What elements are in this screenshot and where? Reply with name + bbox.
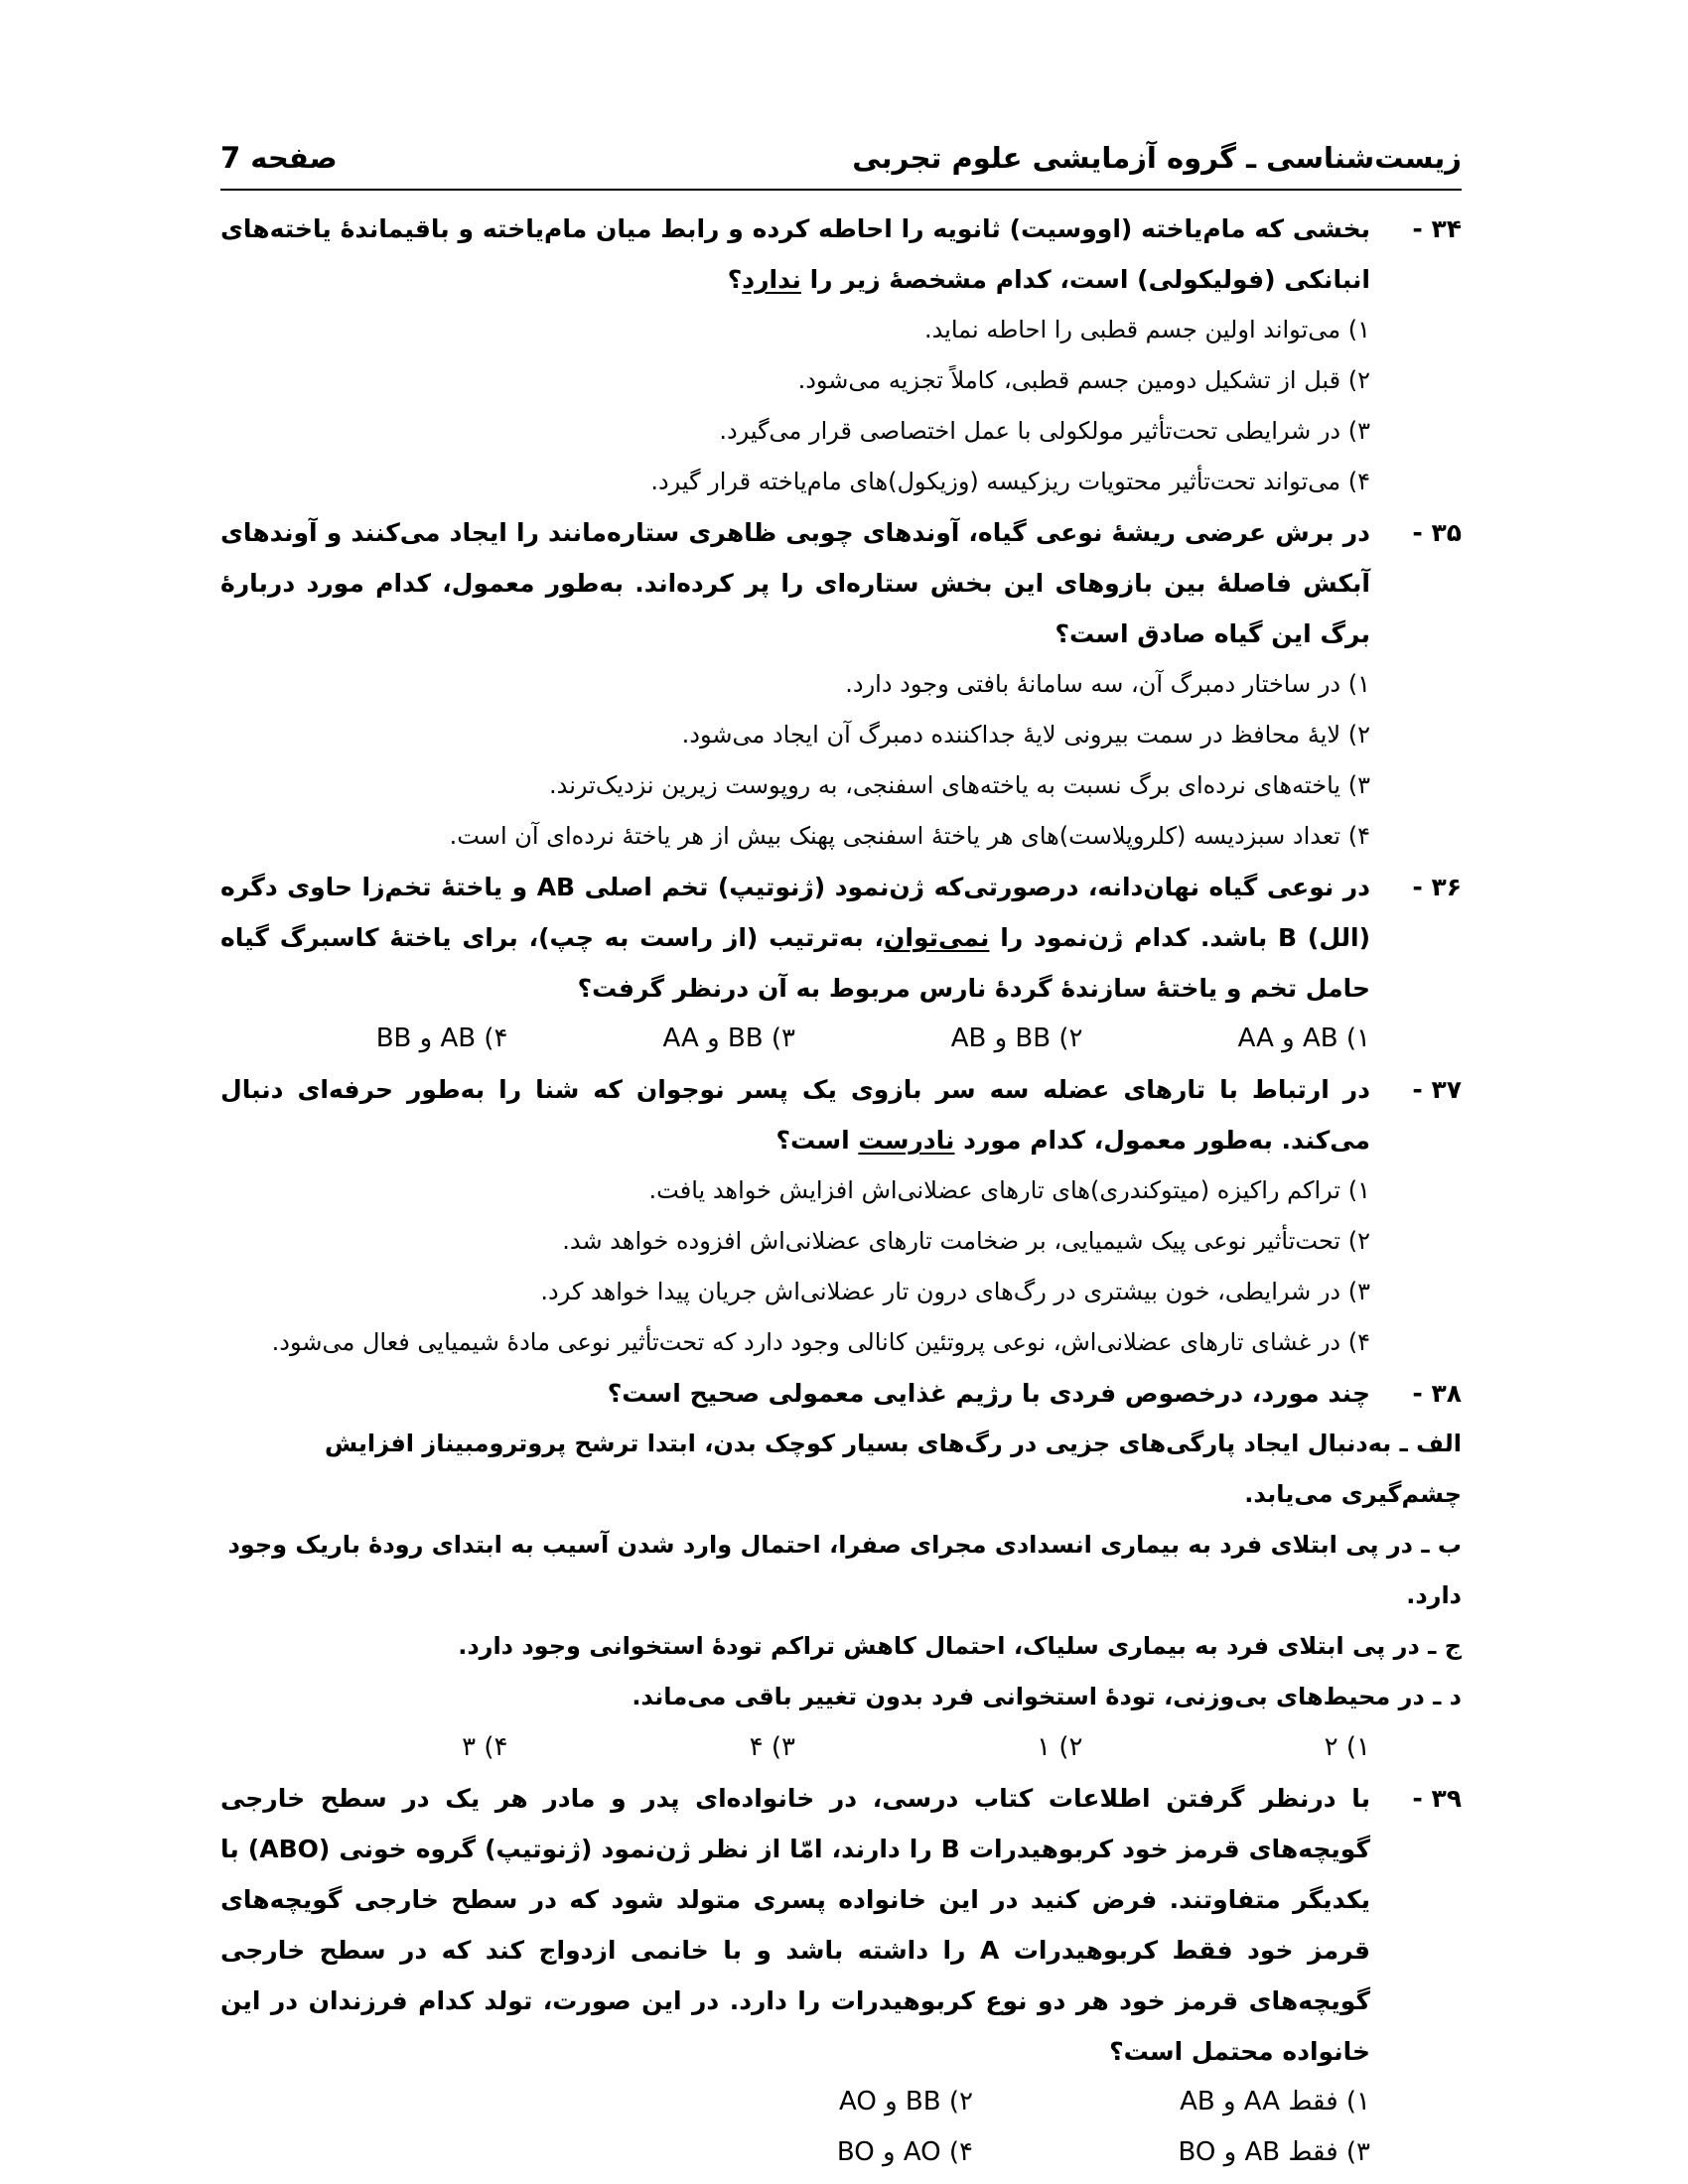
question-number: ۳۴ - <box>1412 214 1462 243</box>
options-row <box>220 1014 1370 1064</box>
option-4[interactable]: ۴) AB و BB <box>375 1024 508 1053</box>
stem-text-end: ؟ <box>727 265 743 294</box>
option-3[interactable]: ۳) فقط AB و BO <box>1178 2137 1370 2167</box>
option-1[interactable]: ۱) ۲ <box>1324 1732 1370 1762</box>
question-stem: با درنظر گرفتن اطلاعات کتاب درسی، در خانواده‌ای پدر و مادر هر یک در سطح خارجی گویچه‌های قرمز خود کربوهیدرات B را دارند، امّا از نظر ژن‌نمود (ژنوتیپ) گروه خونی (ABO) با یکدیگر متفاوتند. فرض کنید در این خانواده پسری متولد شود که در سطح خارجی گویچه‌های قرمز خود فقط کربوهیدرات A را داشته باشد و با خانمی ازدواج کند که در سطح خارجی گویچه‌های قرمز خود هر دو نوع کربوهیدرات را دارد. در این صورت، تولد کدام فرزندان در این خانواده محتمل است؟ <box>220 1784 1371 2066</box>
option-2[interactable]: ۲) BB و AO <box>839 2087 973 2116</box>
header-divider <box>220 189 1462 191</box>
statement-be: ب ـ در پی ابتلای فرد به بیماری انسدادی مجرای صفرا، احتمال وارد شدن آسیب به ابتدای رودهٔ باریک وجود دارد. <box>227 1531 1462 1609</box>
question-stem: چند مورد، درخصوص فردی با رژیم غذایی معمولی صحیح است؟ <box>607 1379 1370 1408</box>
option-1[interactable]: ۱) تراکم راکیزه (میتوکندری)های تارهای عضلانی‌اش افزایش خواهد یافت. <box>648 1176 1370 1204</box>
option-4[interactable]: ۴) ۳ <box>462 1732 508 1762</box>
stem-text: در نوعی گیاه نهان‌دانه، درصورتی‌که ژن‌نمود (ژنوتیپ) تخم اصلی AB و یاختهٔ تخم‌زا حاوی دگره (الل) B باشد. کدام ژن‌نمود را <box>220 873 1371 952</box>
option-2[interactable]: ۲) BB و AB <box>950 1024 1083 1053</box>
page-number: صفحه 7 <box>220 141 338 175</box>
question-number: ۳۹ - <box>1412 1784 1462 1813</box>
question-number: ۳۸ - <box>1412 1379 1462 1408</box>
option-1[interactable]: ۱) در ساختار دمبرگ آن، سه سامانهٔ بافتی وجود دارد. <box>845 670 1370 698</box>
question-number: ۳۷ - <box>1412 1075 1462 1104</box>
option-2[interactable]: ۲) ۱ <box>1037 1732 1083 1762</box>
question-number: ۳۶ - <box>1412 873 1462 901</box>
statement-jim: ج ـ در پی ابتلای فرد به بیماری سلیاک، احتمال کاهش تراکم تودهٔ استخوانی وجود دارد. <box>458 1632 1462 1660</box>
page-header <box>220 137 1462 187</box>
question-37 <box>220 1064 1462 1368</box>
option-4[interactable]: ۴) تعداد سبزدیسه (کلروپلاست)های هر یاختهٔ اسفنجی پهنک بیش از هر یاختهٔ نرده‌ای آن است. <box>449 822 1370 850</box>
stem-emphasis: ندارد <box>742 265 801 294</box>
question-39 <box>220 1773 1462 2178</box>
question-stem <box>220 204 1370 305</box>
option-1[interactable]: ۱) فقط AA و AB <box>1180 2087 1370 2116</box>
header-title: زیست‌شناسی ـ گروه آزمایشی علوم تجربی <box>852 141 1462 175</box>
question-38 <box>220 1368 1462 1773</box>
options-row-1 <box>220 2077 1370 2127</box>
option-1[interactable]: ۱) AB و AA <box>1237 1024 1370 1053</box>
stem-text: بخشی که مام‌یاخته (اووسیت) ثانویه را احاطه کرده و رابط میان مام‌یاخته و باقیماندهٔ یاخته‌های انبانکی (فولیکولی) است، کدام مشخصهٔ زیر را <box>220 214 1370 294</box>
option-4[interactable]: ۴) AO و BO <box>836 2137 973 2167</box>
stem-emphasis: نادرست <box>858 1126 955 1155</box>
options-list <box>220 1165 1370 1368</box>
statement-dal: د ـ در محیط‌های بی‌وزنی، تودهٔ استخوانی فرد بدون تغییر باقی می‌ماند. <box>632 1683 1462 1710</box>
options-list <box>220 659 1370 862</box>
option-2[interactable]: ۲) لایهٔ محافظ در سمت بیرونی لایهٔ جداکننده دمبرگ آن ایجاد می‌شود. <box>681 721 1370 749</box>
question-35 <box>220 507 1462 862</box>
questions-area <box>220 204 1462 2178</box>
option-3[interactable]: ۳) در شرایطی تحت‌تأثیر مولکولی با عمل اختصاصی قرار می‌گیرد. <box>719 417 1370 445</box>
options-row <box>220 1722 1370 1773</box>
statement-alef: الف ـ به‌دنبال ایجاد پارگی‌های جزیی در رگ‌های بسیار کوچک بدن، ابتدا ترشح پروترومبیناز افزایش چشم‌گیری می‌یابد. <box>324 1430 1462 1508</box>
question-36 <box>220 862 1462 1064</box>
stem-text: در ارتباط با تارهای عضله سه سر بازوی یک پسر نوجوان که شنا را به‌طور حرفه‌ای دنبال می‌کند. به‌طور معمول، کدام مورد <box>220 1075 1370 1155</box>
option-2[interactable]: ۲) تحت‌تأثیر نوعی پیک شیمیایی، بر ضخامت تارهای عضلانی‌اش افزوده خواهد شد. <box>562 1227 1370 1255</box>
stem-text-end: است؟ <box>775 1126 859 1155</box>
options-row-2 <box>220 2127 1370 2178</box>
question-stem <box>220 862 1370 1014</box>
option-3[interactable]: ۳) BB و AA <box>662 1024 795 1053</box>
options-list <box>220 305 1370 507</box>
question-stem: در برش عرضی ریشهٔ نوعی گیاه، آوندهای چوبی ظاهری ستاره‌مانند را ایجاد می‌کنند و آوندهای آبکش فاصلهٔ بین بازوهای این بخش ستاره‌ای را پر کرده‌اند. به‌طور معمول، کدام مورد دربارهٔ برگ این گیاه صادق است؟ <box>220 518 1370 648</box>
option-1[interactable]: ۱) می‌تواند اولین جسم قطبی را احاطه نماید. <box>923 316 1370 343</box>
question-34 <box>220 204 1462 507</box>
stem-emphasis: نمی‌توان <box>884 923 990 952</box>
option-4[interactable]: ۴) می‌تواند تحت‌تأثیر محتویات ریزکیسه (وزیکول)های مام‌یاخته قرار گیرد. <box>650 468 1370 495</box>
option-4[interactable]: ۴) در غشای تارهای عضلانی‌اش، نوعی پروتئین کانالی وجود دارد که تحت‌تأثیر نوعی مادهٔ شیمیایی فعال می‌شود. <box>271 1328 1370 1356</box>
option-3[interactable]: ۳) در شرایطی، خون بیشتری در رگ‌های درون تار عضلانی‌اش جریان پیدا خواهد کرد. <box>540 1278 1370 1305</box>
question-stem <box>220 1064 1370 1165</box>
option-3[interactable]: ۳) یاخته‌های نرده‌ای برگ نسبت به یاخته‌های اسفنجی، به روپوست زیرین نزدیک‌ترند. <box>549 771 1370 799</box>
question-number: ۳۵ - <box>1412 518 1462 547</box>
option-3[interactable]: ۳) ۴ <box>749 1732 795 1762</box>
option-2[interactable]: ۲) قبل از تشکیل دومین جسم قطبی، کاملاً تجزیه می‌شود. <box>797 366 1370 394</box>
stem-text-end: ، به‌ترتیب (از راست به چپ)، برای یاختهٔ کاسبرگ گیاه حامل تخم و یاختهٔ سازندهٔ گردهٔ نارس مربوط به آن درنظر گرفت؟ <box>220 923 1370 1003</box>
